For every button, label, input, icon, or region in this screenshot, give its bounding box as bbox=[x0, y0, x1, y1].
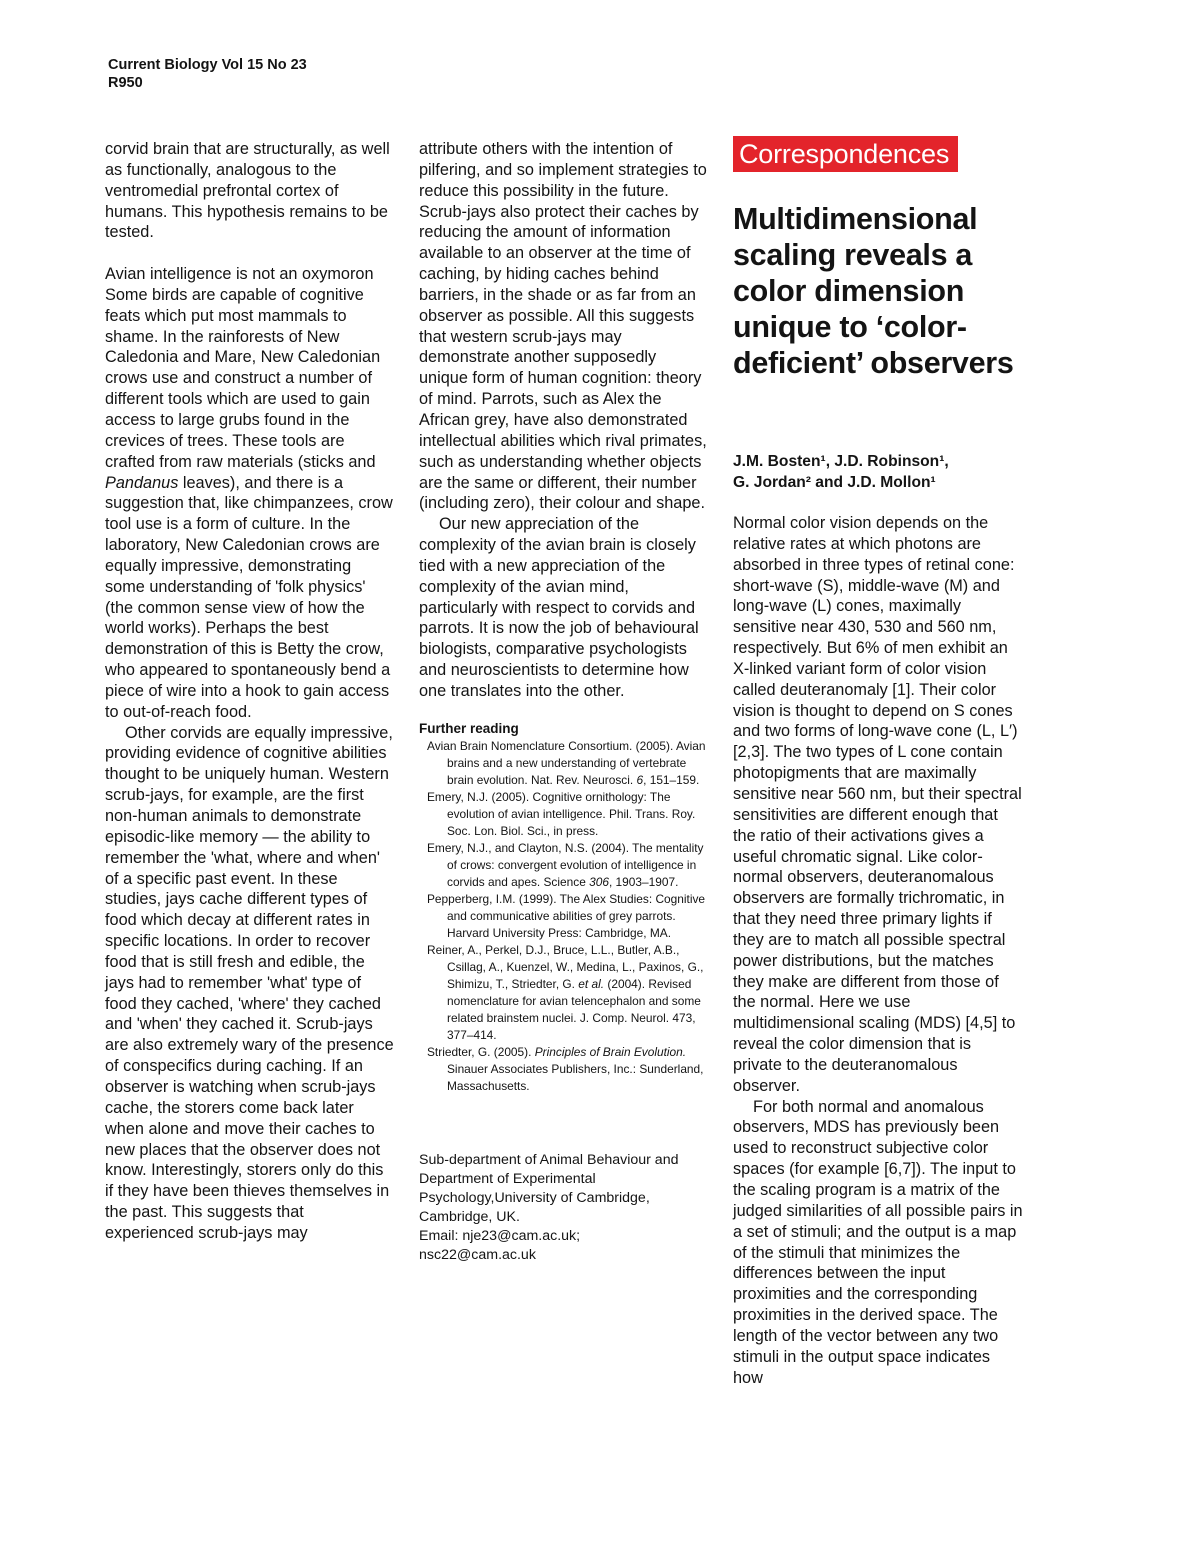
email-link[interactable]: Email: nje23@cam.ac.uk; bbox=[419, 1227, 581, 1244]
column-3 bbox=[733, 513, 1023, 1388]
paragraph: attribute others with the intention of pilfering, and so implement strategies to reduce this possibility in the future. Scrub-jays also protect their caches by reducing the amount of information available to an observer at the time of caching, by hiding caches behind barriers, in the shade or as far from an observer as possible. All this suggests that western scrub-jays may demonstrate another supposedly unique form of human cognition: theory of mind. Parrots, such as Alex the African grey, have also demonstrated intellectual abilities which rival primates, such as understanding whether objects are the same or different, their number (including zero), their colour and shape. bbox=[419, 140, 707, 513]
running-header bbox=[108, 56, 307, 92]
paragraph: For both normal and anomalous observers, MDS has previously been used to reconstruct subjective color spaces (for example [6,7]). The input to the scaling program is a matrix of the judged similarities of all possible pairs in a set of stimuli; and the output is a map of the stimuli that minimizes the differences between the input proximities and the corresponding proximities in the derived space. The length of the vector between any two stimuli in the output space indicates how bbox=[733, 1097, 1023, 1387]
paragraph: Our new appreciation of the complexity of the avian brain is closely tied with a new appreciation of the complexity of the avian mind, particularly with respect to corvids and parrots. It is now the job of behavioural biologists, comparative psychologists and neuroscientists to determine how one translates into the other. bbox=[419, 515, 699, 700]
reference-item: Pepperberg, I.M. (1999). The Alex Studies: Cognitive and communicative abilities of grey parrots. Harvard University Press: Cambridge, MA. bbox=[427, 891, 706, 940]
reference-item: Emery, N.J., and Clayton, N.S. (2004). The mentality of crows: convergent evolution of intelligence in corvids and apes. Science 306, 1903–1907. bbox=[427, 840, 704, 889]
reference-item: Avian Brain Nomenclature Consortium. (2005). Avian brains and a new understanding of vertebrate brain evolution. Nat. Rev. Neurosci. 6, 151–159. bbox=[427, 738, 706, 787]
paragraph: corvid brain that are structurally, as well as functionally, analogous to the ventromedial prefrontal cortex of humans. This hypothesis remains to be tested. bbox=[105, 140, 390, 242]
paragraph: Some birds are capable of cognitive feats which put most mammals to shame. In the rainforests of New Caledonia and Mare, New Caledonian crows use and construct a number of different tools which are used to gain access to large grubs found in the crevices of trees. These tools are crafted from raw materials (sticks and Pandanus leaves), and there is a suggestion that, like chimpanzees, crow tool use is a form of culture. In the laboratory, New Caledonian crows are equally impressive, demonstrating some understanding of 'folk physics' (the common sense view of how the world works). Perhaps the best demonstration of this is Betty the crow, who appeared to spontaneously bend a piece of wire into a hook to gain access to out-of-reach food. bbox=[105, 285, 393, 721]
reference-item: Emery, N.J. (2005). Cognitive ornithology: The evolution of avian intelligence. Phil. Trans. Roy. Soc. Lon. Biol. Sci., in press. bbox=[427, 789, 696, 838]
author-affiliation: Sub-department of Animal Behaviour and Department of Experimental Psychology,University of Cambridge, Cambridge, UK. Email: nje23@cam.ac.uk; nsc22@cam.ac.uk bbox=[419, 1151, 679, 1263]
article-title: Multidimensional scaling reveals a color dimension unique to ‘color-deficient’ observers bbox=[733, 202, 1014, 380]
reference-list bbox=[419, 738, 709, 1095]
reference-item: Striedter, G. (2005). Principles of Brain Evolution. Sinauer Associates Publishers, Inc.: Sunderland, Massachusetts. bbox=[427, 1044, 704, 1093]
column-1 bbox=[105, 139, 395, 1244]
reference-item: Reiner, A., Perkel, D.J., Bruce, L.L., Butler, A.B., Csillag, A., Kuenzel, W., Medina, L., Paxinos, G., Shimizu, T., Striedter, G. et al. (2004). Revised nomenclature for avian telencephalon and some related brainstem nuclei. J. Comp. Neurol. 473, 377–414. bbox=[427, 942, 704, 1042]
column-2 bbox=[419, 139, 709, 1265]
author-list: J.M. Bosten¹, J.D. Robinson¹, G. Jordan² and J.D. Mollon¹ bbox=[733, 453, 949, 491]
email-link[interactable]: nsc22@cam.ac.uk bbox=[419, 1246, 536, 1263]
paragraph: Normal color vision depends on the relative rates at which photons are absorbed in three types of retinal cone: short-wave (S), middle-wave (M) and long-wave (L) cones, maximally sensitive near 430, 530 and 560 nm, respectively. But 6% of men exhibit an X-linked variant form of color vision called deuteranomaly [1]. Their color vision is thought to depend on S cones and two forms of long-wave cone (L, L′) [2,3]. The two types of L cone contain photopigments that are maximally sensitive near 560 nm, but their spectral sensitivities are different enough that the ratio of their activations gives a useful chromatic signal. Like color-normal observers, deuteranomalous observers are formally trichromatic, in that they need three primary lights if they are to match all possible spectral power distributions, but the matches they make are different from those of the normal. Here we use multidimensional scaling (MDS) [4,5] to reveal the color dimension that is private to the deuteranomalous observer. bbox=[733, 514, 1022, 1095]
further-reading-heading: Further reading bbox=[419, 720, 519, 736]
journal-name: Current Biology Vol 15 No 23 bbox=[108, 57, 307, 73]
section-badge: Correspondences bbox=[733, 136, 958, 172]
section-heading: Avian intelligence is not an oxymoron bbox=[105, 265, 374, 284]
paragraph: Other corvids are equally impressive, providing evidence of cognitive abilities thought to be uniquely human. Western scrub-jays, for example, are the first non-human animals to demonstrate episodic-like memory — the ability to remember the 'what, where and when' of a specific past event. In these studies, jays cache different types of food which decay at different rates in specific locations. In order to recover food that is still fresh and edible, the jays had to remember 'what' type of food they cached, 'where' they cached and 'when' they cached it. Scrub-jays are also extremely wary of the presence of conspecifics during caching. If an observer is watching when scrub-jays cache, the storers come back later when alone and move their caches to new places that the observer does not know. Interestingly, storers only do this if they have been thieves themselves in the past. This suggests that experienced scrub-jays may bbox=[105, 723, 394, 1242]
page-number: R950 bbox=[108, 75, 143, 91]
